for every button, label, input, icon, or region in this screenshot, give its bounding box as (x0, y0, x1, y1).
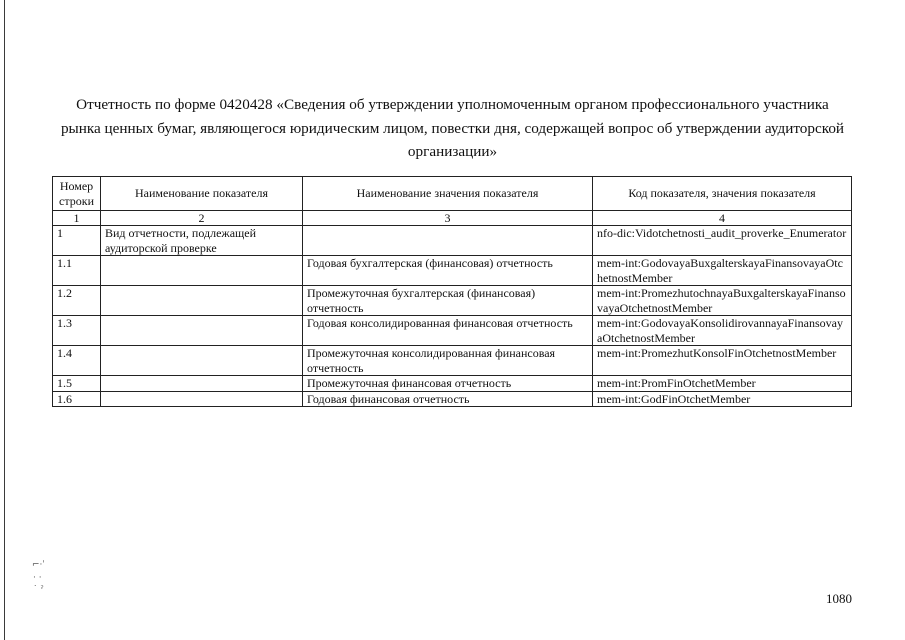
value-name: Годовая консолидированная финансовая отчетность (303, 316, 593, 346)
indicator-name (101, 391, 303, 407)
table-row (53, 256, 852, 286)
scan-speck: ˙ ˀ (33, 585, 44, 595)
value-name: Годовая бухгалтерская (финансовая) отчетность (303, 256, 593, 286)
value-name: Промежуточная финансовая отчетность (303, 376, 593, 392)
row-number: 1.3 (53, 316, 101, 346)
header-row-number: Номер строки (53, 177, 101, 211)
indicator-code: nfo-dic:Vidotchetnosti_audit_proverke_Enumerator (593, 226, 852, 256)
header-value-name: Наименование значения показателя (303, 177, 593, 211)
document-title (40, 93, 865, 164)
table-row (53, 226, 852, 256)
row-number: 1 (53, 226, 101, 256)
row-number: 1.2 (53, 286, 101, 316)
indicator-code: mem-int:PromezhutochnayaBuxgalterskayaFinansovayaOtchetnostMember (593, 286, 852, 316)
header-code: Код показателя, значения показателя (593, 177, 852, 211)
column-number: 4 (593, 211, 852, 226)
value-name: Годовая финансовая отчетность (303, 391, 593, 407)
row-number: 1.4 (53, 346, 101, 376)
table-row (53, 376, 852, 392)
indicator-name (101, 286, 303, 316)
column-number: 2 (101, 211, 303, 226)
scan-speck: ⌐·ˈ (32, 560, 45, 570)
indicator-name: Вид отчетности, подлежащей аудиторской проверке (101, 226, 303, 256)
indicator-table (52, 176, 852, 407)
indicator-code: mem-int:PromFinOtchetMember (593, 376, 852, 392)
table-row (53, 391, 852, 407)
value-name (303, 226, 593, 256)
indicator-name (101, 376, 303, 392)
indicator-name (101, 316, 303, 346)
value-name: Промежуточная консолидированная финансовая отчетность (303, 346, 593, 376)
table-header-row (53, 177, 852, 211)
row-number: 1.1 (53, 256, 101, 286)
header-indicator-name: Наименование показателя (101, 177, 303, 211)
column-number-row (53, 211, 852, 226)
indicator-code: mem-int:PromezhutKonsolFinOtchetnostMember (593, 346, 852, 376)
column-number: 3 (303, 211, 593, 226)
title-line-3: организации» (407, 143, 498, 160)
title-line-2: рынка ценных бумаг, являющегося юридическим лицом, повестки дня, содержащей вопрос об утверждении аудиторской (60, 119, 845, 137)
table-row (53, 286, 852, 316)
indicator-code: mem-int:GodovayaKonsolidirovannayaFinansovayaOtchetnostMember (593, 316, 852, 346)
indicator-code: mem-int:GodovayaBuxgalterskayaFinansovayaOtchetnostMember (593, 256, 852, 286)
indicator-code: mem-int:GodFinOtchetMember (593, 391, 852, 407)
table-row (53, 316, 852, 346)
row-number: 1.5 (53, 376, 101, 392)
row-number: 1.6 (53, 391, 101, 407)
title-line-1: Отчетность по форме 0420428 «Сведения об утверждении уполномоченным органом профессионального участника (76, 96, 829, 113)
page-number: 1080 (826, 591, 852, 606)
column-number: 1 (53, 211, 101, 226)
scan-left-edge (4, 0, 5, 640)
indicator-name (101, 256, 303, 286)
scan-speck: · · (33, 573, 42, 583)
indicator-name (101, 346, 303, 376)
table-row (53, 346, 852, 376)
value-name: Промежуточная бухгалтерская (финансовая) отчетность (303, 286, 593, 316)
